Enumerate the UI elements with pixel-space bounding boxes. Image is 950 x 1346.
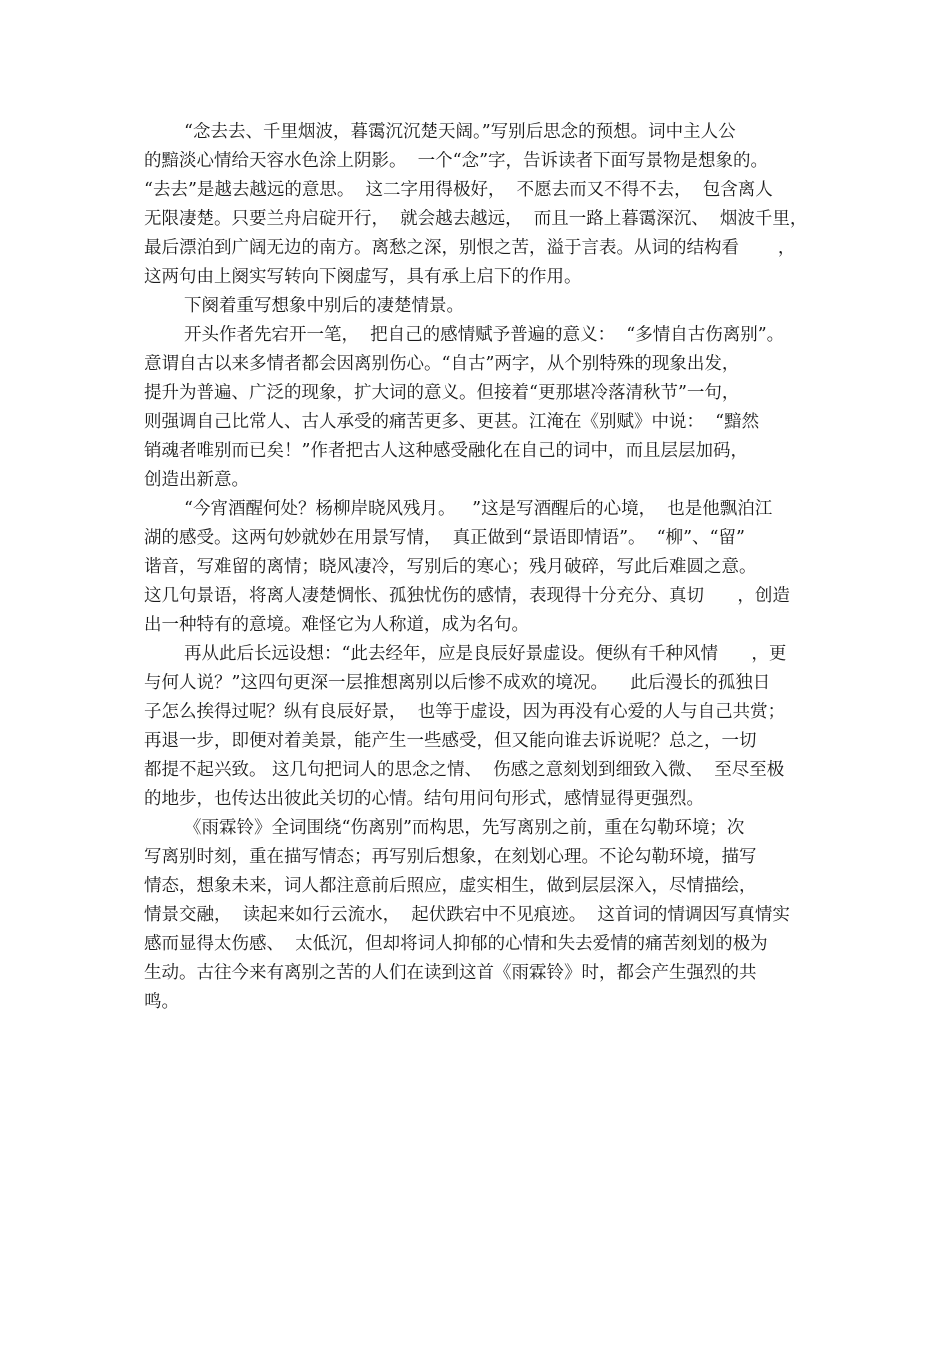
text-line: 意谓自古以来多情者都会因离别伤心。“自古”两字，从个别特殊的现象出发，	[144, 354, 740, 374]
text-line: 无限凄楚。只要兰舟启碇开行， 就会越去越远， 而且一路上暮霭深沉、 烟波千里，	[144, 209, 808, 229]
text-line: 与何人说？”这四句更深一层推想离别以后惨不成欢的境况。 此后漫长的孤独日	[144, 673, 771, 693]
paragraph	[144, 118, 808, 292]
text-line: 再退一步，即便对着美景，能产生一些感受，但又能向谁去诉说呢？总之，一切	[144, 731, 757, 751]
text-line: 提升为普遍、广泛的现象，扩大词的意义。但接着“更那堪冷落清秋节”一句，	[144, 383, 740, 403]
text-line: 的地步，也传达出彼此关切的心情。结句用问句形式，感情显得更强烈。	[144, 789, 704, 809]
text-line: 销魂者唯别而已矣！”作者把古人这种感受融化在自己的词中，而且层层加码，	[144, 441, 748, 461]
paragraph	[144, 292, 808, 321]
text-line: 再从此后长远设想：“此去经年，应是良辰好景虚设。便纵有千种风情 ，更	[184, 644, 787, 664]
text-line: 这几句景语，将离人凄楚惆怅、孤独忧伤的感情，表现得十分充分、真切 ，创造	[144, 586, 790, 606]
text-line: 生动。古往今来有离别之苦的人们在读到这首《雨霖铃》时，都会产生强烈的共	[144, 963, 757, 983]
text-line: “今宵酒醒何处？杨柳岸晓风残月。 ”这是写酒醒后的心境， 也是他飘泊江	[184, 499, 773, 519]
text-line: 这两句由上阕实写转向下阕虚写，具有承上启下的作用。	[144, 267, 582, 287]
text-line: 创造出新意。	[144, 470, 249, 490]
text-line: 最后漂泊到广阔无边的南方。离愁之深，别恨之苦，溢于言表。从词的结构看 ，	[144, 238, 796, 258]
text-line: 谐音，写难留的离情；晓风凄冷，写别后的寒心；残月破碎，写此后难圆之意。	[144, 557, 757, 577]
text-line: 的黯淡心情给天容水色涂上阴影。 一个“念”字，告诉读者下面写景物是想象的。	[144, 151, 769, 171]
document-body	[144, 118, 808, 1017]
text-line: “念去去、千里烟波，暮霭沉沉楚天阔。”写别后思念的预想。词中主人公	[184, 122, 736, 142]
text-line: 情态，想象未来，词人都注意前后照应，虚实相生，做到层层深入，尽情描绘，	[144, 876, 757, 896]
paragraph	[144, 640, 808, 814]
paragraph	[144, 321, 808, 495]
text-line: 感而显得太伤感、 太低沉，但却将词人抑郁的心情和失去爱情的痛苦刻划的极为	[144, 934, 768, 954]
text-line: 写离别时刻，重在描写情态；再写别后想象，在刻划心理。不论勾勒环境，描写	[144, 847, 757, 867]
text-line: 则强调自己比常人、古人承受的痛苦更多、更甚。江淹在《别赋》中说： “黯然	[144, 412, 760, 432]
text-line: 子怎么挨得过呢？纵有良辰好景， 也等于虚设，因为再没有心爱的人与自己共赏；	[144, 702, 786, 722]
text-line: 鸣。	[144, 992, 179, 1012]
text-line: 开头作者先宕开一笔， 把自己的感情赋予普遍的意义： “多情自古伤离别”。	[184, 325, 785, 345]
text-line: 《雨霖铃》全词围绕“伤离别”而构思，先写离别之前，重在勾勒环境；次	[184, 818, 745, 838]
text-line: 情景交融， 读起来如行云流水， 起伏跌宕中不见痕迹。 这首词的情调因写真情实	[144, 905, 790, 925]
text-line: 都提不起兴致。 这几句把词人的思念之情、 伤感之意刻划到细致入微、 至尽至极	[144, 760, 785, 780]
text-line: 下阕着重写想象中别后的凄楚情景。	[184, 296, 464, 316]
paragraph	[144, 495, 808, 640]
text-line: 湖的感受。这两句妙就妙在用景写情， 真正做到“景语即情语”。 “柳”、“留”	[144, 528, 745, 548]
text-line: “去去”是越去越远的意思。 这二字用得极好， 不愿去而又不得不去， 包含离人	[144, 180, 773, 200]
paragraph	[144, 814, 808, 1017]
text-line: 出一种特有的意境。难怪它为人称道，成为名句。	[144, 615, 529, 635]
